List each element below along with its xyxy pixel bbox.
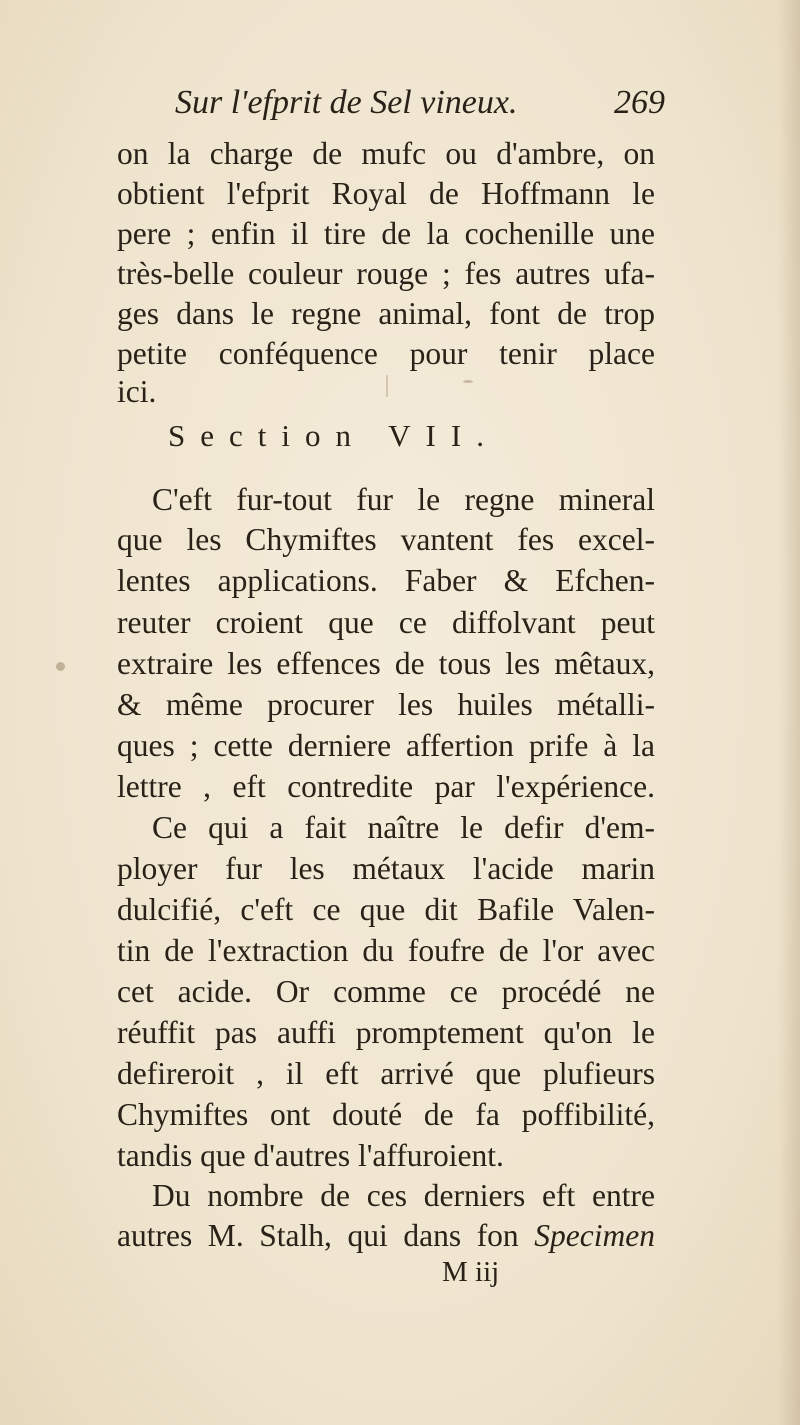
page-edge-shadow <box>778 0 800 1425</box>
text-line: Du nombre de ces derniers eft entre <box>152 1178 655 1213</box>
paper-spot <box>463 380 473 383</box>
text-line: très-belle couleur rouge ; fes autres ufa- <box>117 256 655 291</box>
page-number: 269 <box>614 84 665 121</box>
text-line: lentes applications. Faber & Efchen- <box>117 563 655 598</box>
text-line: tandis que d'autres l'affuroient. <box>117 1138 504 1173</box>
text-line: ici. <box>117 374 157 409</box>
text-line: tin de l'extraction du foufre de l'or avec <box>117 933 655 968</box>
text-line: ployer fur les métaux l'acide marin <box>117 851 655 886</box>
page-header <box>175 84 665 134</box>
text-line: & même procurer les huiles métalli- <box>117 687 655 722</box>
last-line-text: autres M. Stalh, qui dans fon <box>117 1218 519 1253</box>
text-line: que les Chymiftes vantent fes excel- <box>117 522 655 557</box>
text-line: ges dans le regne animal, font de trop <box>117 296 655 331</box>
text-line: C'eft fur-tout fur le regne mineral <box>152 482 655 517</box>
text-line: obtient l'efprit Royal de Hoffmann le <box>117 176 655 211</box>
text-line: cet acide. Or comme ce procédé ne <box>117 974 655 1009</box>
section-heading: Section VII. <box>168 418 499 453</box>
text-line: Chymiftes ont douté de fa poffibilité, <box>117 1097 655 1132</box>
text-line: ques ; cette derniere affertion prife à la <box>117 728 655 763</box>
text-line: dulcifié, c'eft ce que dit Bafile Valen- <box>117 892 655 927</box>
text-line: extraire les effences de tous les mêtaux, <box>117 646 655 681</box>
paper-spot <box>56 662 65 671</box>
text-line: petite conféquence pour tenir place <box>117 336 655 371</box>
text-line: lettre , eft contredite par l'expérience. <box>117 769 655 804</box>
text-line: réuffit pas auffi promptement qu'on le <box>117 1015 655 1050</box>
text-line: on la charge de mufc ou d'ambre, on <box>117 136 655 171</box>
text-line: defireroit , il eft arrivé que plufieurs <box>117 1056 655 1091</box>
text-line: pere ; enfin il tire de la cochenille une <box>117 216 655 251</box>
text-line: reuter croient que ce diffolvant peut <box>117 605 655 640</box>
signature-mark: M iij <box>442 1256 500 1288</box>
text-line: Ce qui a fait naître le defir d'em- <box>152 810 655 845</box>
italic-title: Specimen <box>534 1218 655 1253</box>
running-title: Sur l'efprit de Sel vineux. <box>175 84 518 121</box>
paper-spot <box>386 375 388 397</box>
text-line-with-italic <box>117 1216 655 1256</box>
